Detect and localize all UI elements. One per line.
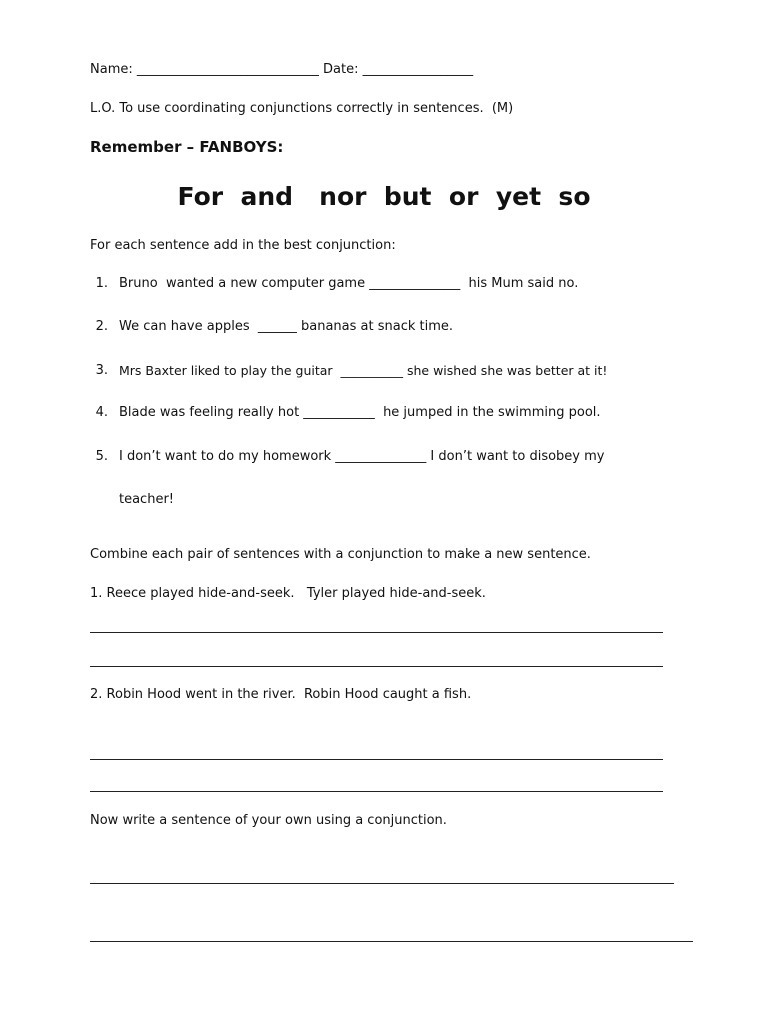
pair-2-sentences: 2. Robin Hood went in the river. Robin Hood caught a fish. bbox=[90, 687, 472, 702]
fanboys-conjunctions: For and nor but or yet so bbox=[177, 182, 591, 211]
answer-line[interactable] bbox=[90, 666, 663, 667]
item-5-text: I don’t want to do my homework ______________ I don’t want to disobey my bbox=[119, 449, 605, 464]
item-2-number: 2. bbox=[95, 319, 108, 334]
answer-line[interactable] bbox=[90, 941, 693, 942]
item-1-number: 1. bbox=[95, 276, 108, 291]
name-date-line: Name: ____________________________ Date: _________________ bbox=[90, 62, 474, 77]
section3-instruction: Now write a sentence of your own using a conjunction. bbox=[90, 813, 447, 828]
item-4-number: 4. bbox=[95, 405, 108, 420]
item-2-text: We can have apples ______ bananas at snack time. bbox=[119, 319, 454, 334]
section2-instruction: Combine each pair of sentences with a conjunction to make a new sentence. bbox=[90, 547, 591, 562]
item-3-number: 3. bbox=[95, 363, 108, 378]
answer-line[interactable] bbox=[90, 759, 663, 760]
answer-line[interactable] bbox=[90, 791, 663, 792]
item-5-number: 5. bbox=[95, 449, 108, 464]
section1-instruction: For each sentence add in the best conjunction: bbox=[90, 238, 396, 253]
answer-line[interactable] bbox=[90, 632, 663, 633]
item-1-text: Bruno wanted a new computer game ______________ his Mum said no. bbox=[119, 276, 579, 291]
answer-line[interactable] bbox=[90, 883, 674, 884]
remember-heading: Remember – FANBOYS: bbox=[90, 138, 284, 156]
item-5-continuation: teacher! bbox=[119, 492, 175, 507]
learning-objective: L.O. To use coordinating conjunctions correctly in sentences. (M) bbox=[90, 101, 514, 116]
pair-1-sentences: 1. Reece played hide-and-seek. Tyler played hide-and-seek. bbox=[90, 586, 486, 601]
item-3-text: Mrs Baxter liked to play the guitar __________ she wished she was better at it! bbox=[119, 363, 608, 378]
item-4-text: Blade was feeling really hot ___________ he jumped in the swimming pool. bbox=[119, 405, 601, 420]
